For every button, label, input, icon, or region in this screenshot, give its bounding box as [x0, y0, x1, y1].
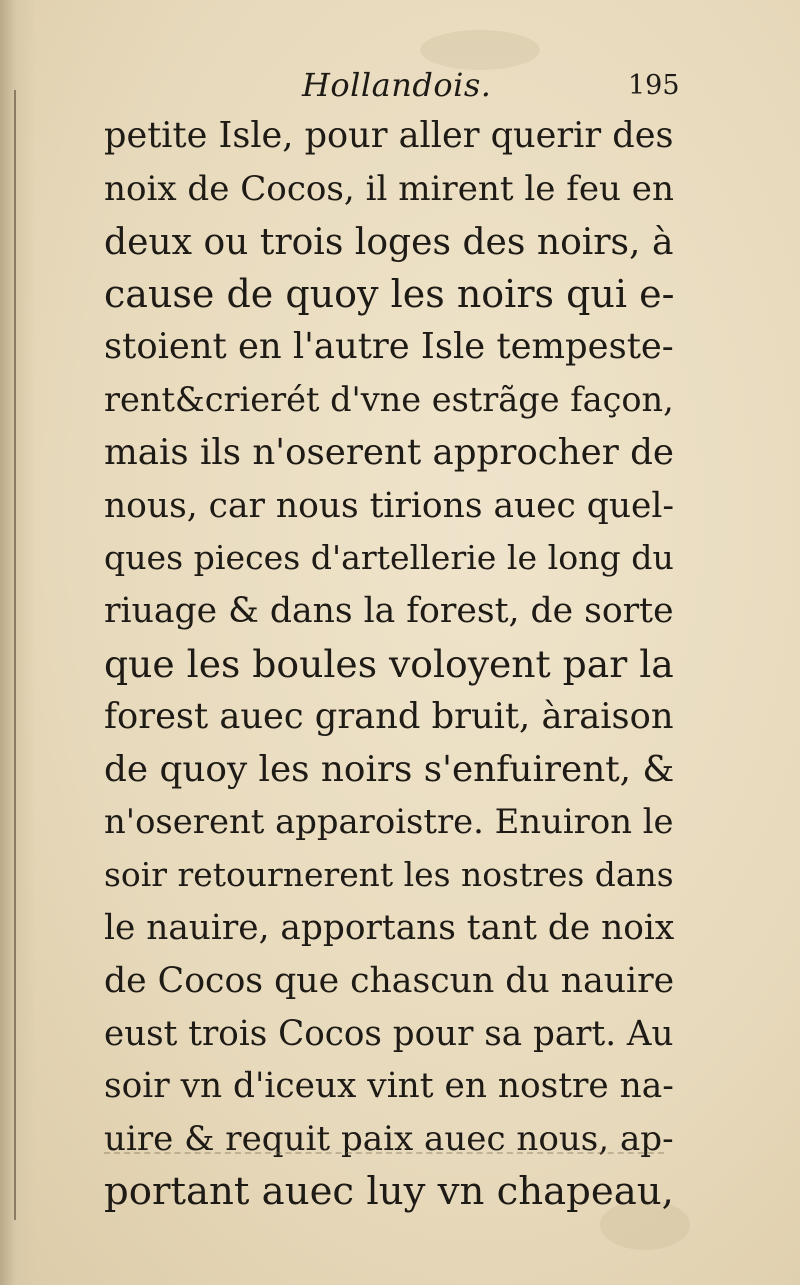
binding-edge	[14, 90, 16, 1220]
text-line: noix de Cocos, il mirent le feu en	[104, 168, 674, 209]
text-line: riuage & dans la forest, de sorte	[104, 591, 674, 632]
text-line: eust trois Cocos pour sa part. Au	[104, 1013, 674, 1054]
body-text	[104, 110, 684, 1219]
text-line: mais ils n'oserent approcher de	[104, 431, 674, 473]
text-line: petite Isle, pour aller querir des	[104, 115, 674, 156]
page-number: 195	[628, 70, 680, 101]
text-line: stoient en l'autre Isle tempeste-	[104, 326, 674, 368]
text-line: nous, car nous tirions auec quel-	[104, 485, 675, 526]
running-head: Hollandois.	[302, 66, 492, 104]
page-header	[100, 60, 680, 110]
text-line: soir retournerent les nostres dans	[104, 855, 674, 895]
text-line: uire & requit paix auec nous, ap-	[104, 1119, 674, 1160]
bleed-through-marks	[104, 1152, 664, 1174]
text-line: deux ou trois loges des noirs, à	[104, 220, 674, 263]
text-line: de Cocos que chascun du nauire	[104, 960, 675, 1001]
text-line: le nauire, apportans tant de noix	[104, 907, 675, 948]
text-line: soir vn d'iceux vint en nostre na-	[104, 1066, 674, 1107]
text-line: forest auec grand bruit, àraison	[104, 695, 674, 737]
text-line: de quoy les noirs s'enfuirent, &	[104, 748, 675, 790]
text-line: cause de quoy les noirs qui e-	[104, 272, 675, 317]
text-line: rent&crierét d'vne estrãge façon,	[104, 379, 674, 419]
text-line: ques pieces d'artellerie le long du	[104, 538, 674, 578]
text-line: que les boules voloyent par la	[104, 641, 674, 686]
text-line: portant auec luy vn chapeau,	[104, 1168, 674, 1214]
text-line: n'oserent apparoistre. Enuiron le	[104, 802, 674, 842]
binding-gutter	[0, 0, 36, 1285]
